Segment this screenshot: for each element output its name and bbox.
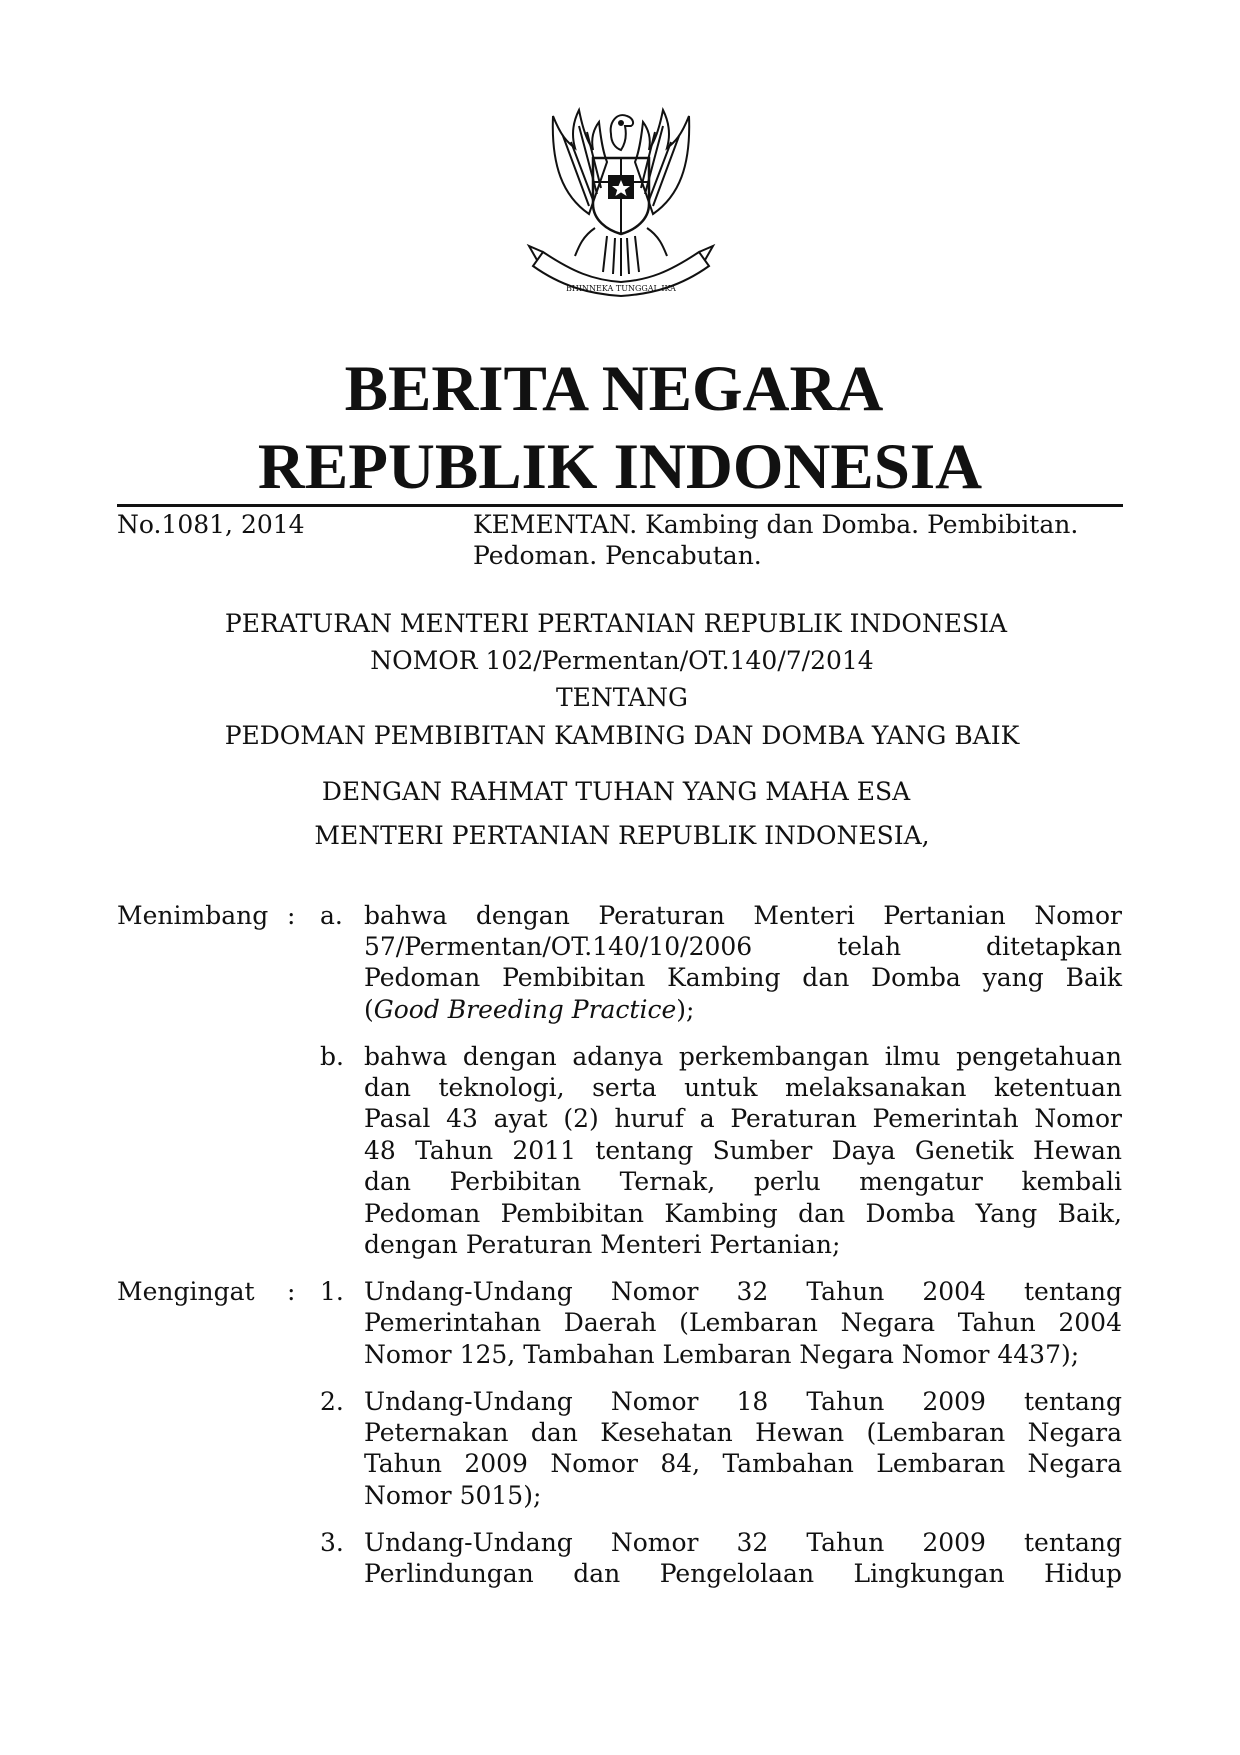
menimbang-item-b-line: dengan Peraturan Menteri Pertanian; xyxy=(364,1230,841,1259)
gazette-number: No.1081, 2014 xyxy=(117,510,305,539)
menimbang-item-a-line: bahwa dengan Peraturan Menteri Pertanian Nomor xyxy=(364,901,1122,930)
emblem-motto: BHINNEKA TUNGGAL IKA xyxy=(566,284,676,293)
masthead-title-line1: BERITA NEGARA xyxy=(344,353,884,425)
menimbang-label: Menimbang xyxy=(117,901,269,930)
menimbang-item-marker: a. xyxy=(320,901,343,930)
paren-open: ( xyxy=(364,995,374,1024)
mengingat-item-2-line: Nomor 5015); xyxy=(364,1481,542,1510)
menimbang-item-a-line: 57/Permentan/OT.140/10/2006 telah ditetapkan xyxy=(364,932,1122,961)
menimbang-item-b-line: bahwa dengan adanya perkembangan ilmu pengetahuan xyxy=(364,1042,1122,1071)
mengingat-item-1-line: Pemerintahan Daerah (Lembaran Negara Tahun 2004 xyxy=(364,1308,1122,1337)
mengingat-label: Mengingat xyxy=(117,1277,255,1306)
regulation-about: TENTANG xyxy=(555,683,688,712)
mengingat-colon: : xyxy=(287,1277,296,1306)
menimbang-item-a-line xyxy=(364,994,1122,1026)
regulation-number: NOMOR 102/Permentan/OT.140/7/2014 xyxy=(370,646,874,675)
header-rule xyxy=(117,504,1123,507)
regulation-subject: PEDOMAN PEMBIBITAN KAMBING DAN DOMBA YANG BAIK xyxy=(224,721,1020,750)
masthead-title-line2: REPUBLIK INDONESIA xyxy=(257,431,983,503)
paren-close: ); xyxy=(676,995,695,1024)
mengingat-item-1-line: Nomor 125, Tambahan Lembaran Negara Nomor 4437); xyxy=(364,1340,1080,1369)
regulation-preamble: DENGAN RAHMAT TUHAN YANG MAHA ESA xyxy=(321,777,911,806)
regulation-authority: MENTERI PERTANIAN REPUBLIK INDONESIA, xyxy=(314,821,930,850)
garuda-emblem xyxy=(523,96,719,298)
good-breeding-practice: Good Breeding Practice xyxy=(373,995,677,1024)
gazette-subject-line1: KEMENTAN. Kambing dan Domba. Pembibitan. xyxy=(473,510,1079,539)
mengingat-item-marker: 1. xyxy=(320,1277,344,1306)
menimbang-item-b-line: dan Perbibitan Ternak, perlu mengatur kembali xyxy=(364,1167,1122,1196)
regulation-title: PERATURAN MENTERI PERTANIAN REPUBLIK INDONESIA xyxy=(224,609,1008,638)
mengingat-item-2-line: Tahun 2009 Nomor 84, Tambahan Lembaran Negara xyxy=(364,1449,1122,1478)
mengingat-item-1-line: Undang-Undang Nomor 32 Tahun 2004 tentang xyxy=(364,1277,1122,1306)
mengingat-item-2-line: Peternakan dan Kesehatan Hewan (Lembaran Negara xyxy=(364,1418,1122,1447)
menimbang-colon: : xyxy=(287,901,296,930)
menimbang-item-b-line: Pedoman Pembibitan Kambing dan Domba Yang Baik, xyxy=(364,1199,1122,1228)
menimbang-item-b-line: Pasal 43 ayat (2) huruf a Peraturan Pemerintah Nomor xyxy=(364,1104,1122,1133)
mengingat-item-2-line: Undang-Undang Nomor 18 Tahun 2009 tentang xyxy=(364,1387,1122,1416)
mengingat-item-3-line: Undang-Undang Nomor 32 Tahun 2009 tentang xyxy=(364,1528,1122,1557)
menimbang-item-b-line: 48 Tahun 2011 tentang Sumber Daya Genetik Hewan xyxy=(364,1136,1122,1165)
gazette-subject-line2: Pedoman. Pencabutan. xyxy=(473,541,762,570)
menimbang-item-a-line: Pedoman Pembibitan Kambing dan Domba yang Baik xyxy=(364,963,1122,992)
menimbang-item-marker: b. xyxy=(320,1042,344,1071)
mengingat-item-marker: 2. xyxy=(320,1387,344,1416)
menimbang-item-b-line: dan teknologi, serta untuk melaksanakan ketentuan xyxy=(364,1073,1122,1102)
mengingat-item-marker: 3. xyxy=(320,1528,344,1557)
mengingat-item-3-line: Perlindungan dan Pengelolaan Lingkungan Hidup xyxy=(364,1559,1122,1588)
